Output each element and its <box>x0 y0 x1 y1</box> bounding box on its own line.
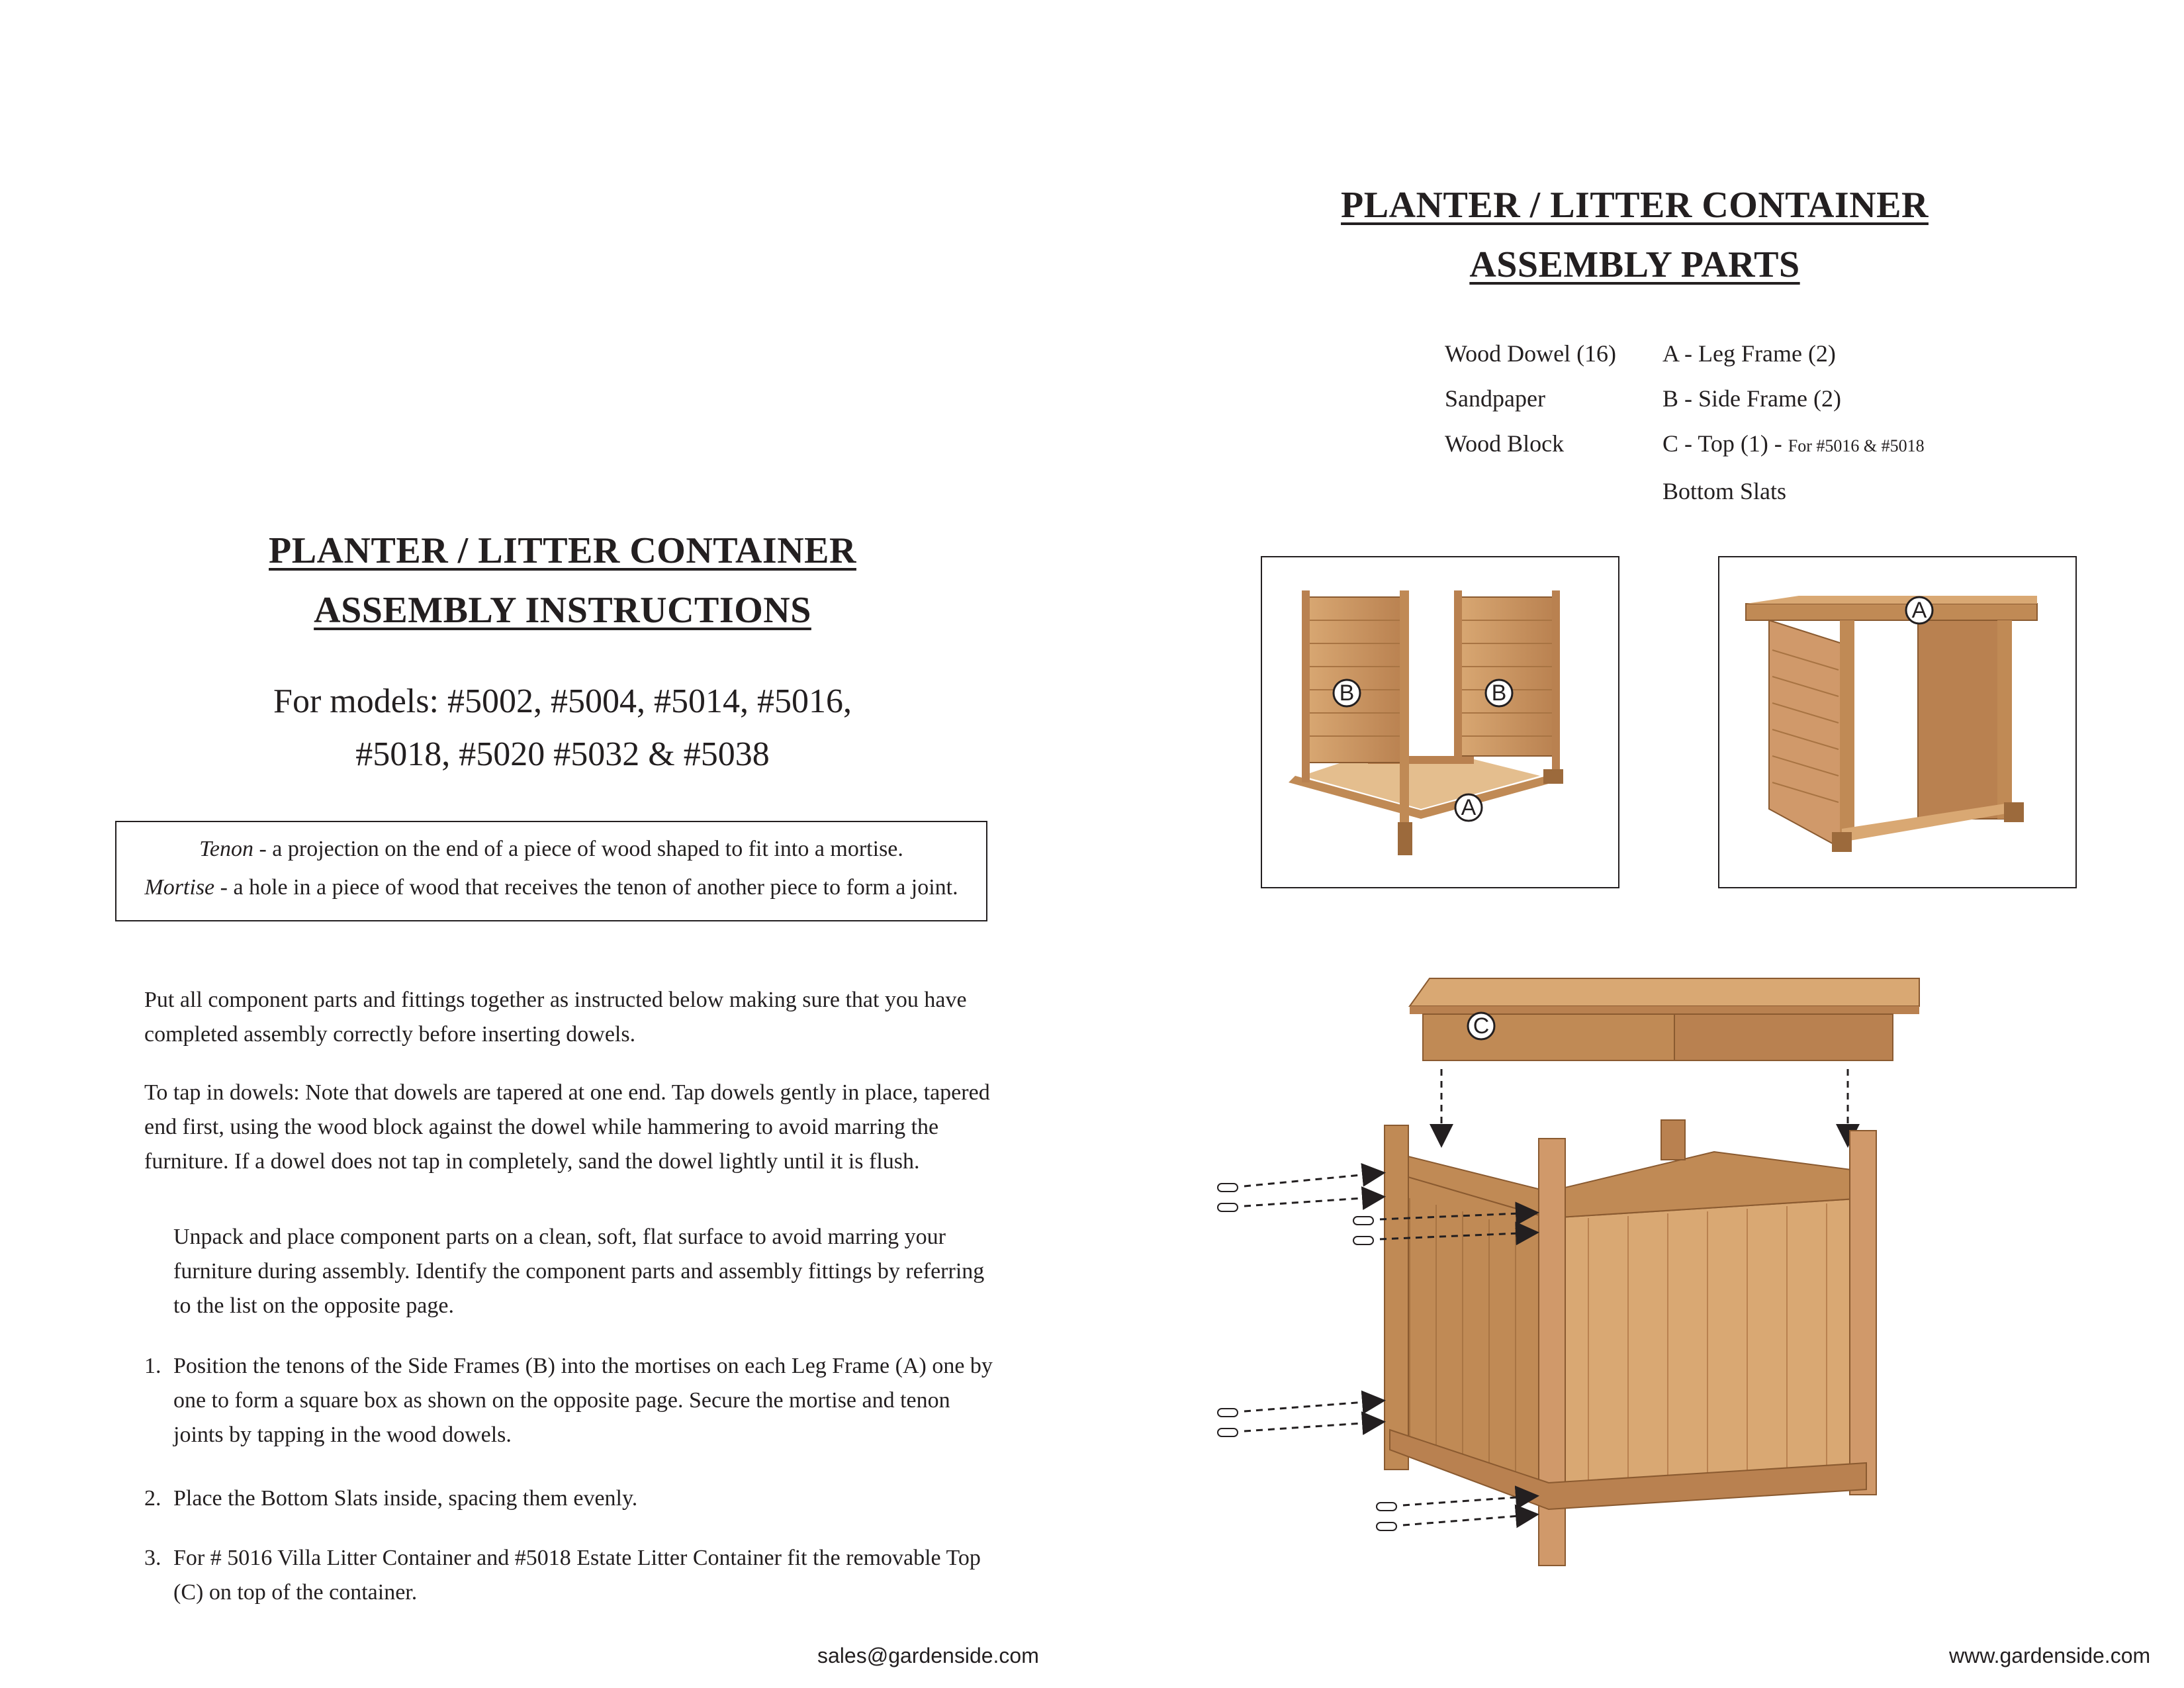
fitting-item: Wood Block <box>1445 430 1565 457</box>
label-a-top-text: A <box>1911 598 1927 623</box>
definition-text: - a projection on the end of a piece of wood shaped to fit into a mortise. <box>253 837 903 861</box>
part-text: B - Side Frame (2) <box>1662 385 1841 412</box>
dowels-paragraph: To tap in dowels: Note that dowels are tapered at one end. Tap dowels gently in place, tapered end first, using the wood block against the dowel while hammering to avoid marring the furniture. If a dowel does not tap in completely, sand the dowel lightly until it is flush. <box>144 1080 990 1174</box>
label-c-text: C <box>1473 1013 1490 1039</box>
part-text: A - Leg Frame (2) <box>1662 340 1836 367</box>
left-title-line1: PLANTER / LITTER CONTAINER <box>269 530 856 571</box>
part-item <box>1662 421 2007 469</box>
models-line1: For models: #5002, #5004, #5014, #5016, <box>273 682 852 720</box>
footer-email[interactable]: sales@gardenside.com <box>817 1644 1039 1667</box>
left-title-line2: ASSEMBLY INSTRUCTIONS <box>314 590 811 631</box>
label-b-left-text: B <box>1339 680 1355 706</box>
part-text: C - Top (1) - <box>1662 430 1788 457</box>
step-number: 1. <box>144 1354 161 1378</box>
part-item <box>1662 376 2007 421</box>
step-text: Position the tenons of the Side Frames (B) into the mortises on each Leg Frame (A) one by one to form a square box as shown on the opposite page. Secure the mortise and tenon joints by tapping in the wood dowels. <box>173 1354 993 1447</box>
figure-side-frames <box>1261 556 1619 888</box>
definition-text: - a hole in a piece of wood that receives the tenon of another piece to form a joint. <box>214 875 958 900</box>
step-text: Place the Bottom Slats inside, spacing them evenly. <box>173 1486 638 1511</box>
right-title-line1: PLANTER / LITTER CONTAINER <box>1341 185 1929 226</box>
fitting-item: Sandpaper <box>1445 385 1545 412</box>
step-text: For # 5016 Villa Litter Container and #5018 Estate Litter Container fit the removable Top (C) on top of the container. <box>173 1546 981 1605</box>
label-a-text: A <box>1461 795 1477 820</box>
footer-url[interactable]: www.gardenside.com <box>1949 1644 2151 1667</box>
unpack-paragraph: Unpack and place component parts on a clean, soft, flat surface to avoid marring your furniture during assembly. Identify the component parts and assembly fittings by referring to the list on the opposite page. <box>173 1225 985 1318</box>
part-note: For #5016 & #5018 <box>1788 436 1925 455</box>
fittings-list <box>1445 331 1670 466</box>
right-title-line2: ASSEMBLY PARTS <box>1469 244 1800 285</box>
definition-mortise <box>116 868 986 907</box>
leg-frame-illustration <box>1719 557 2075 887</box>
part-item <box>1662 469 2007 514</box>
step-1 <box>144 1349 998 1452</box>
exploded-planter-illustration <box>1211 973 1952 1589</box>
part-text: Bottom Slats <box>1662 478 1787 504</box>
definition-term: Tenon <box>199 837 253 861</box>
side-frames-illustration <box>1262 557 1618 887</box>
step-2 <box>144 1481 998 1516</box>
definition-term: Mortise <box>144 875 215 900</box>
parts-list <box>1662 331 2007 514</box>
step-3 <box>144 1541 998 1610</box>
part-item <box>1662 331 2007 376</box>
label-b-right-text: B <box>1491 680 1507 706</box>
intro-paragraph: Put all component parts and fittings together as instructed below making sure that you have completed assembly correctly before inserting dowels. <box>144 988 967 1047</box>
fitting-item: Wood Dowel (16) <box>1445 340 1617 367</box>
models-line2: #5018, #5020 #5032 & #5038 <box>355 735 770 773</box>
definition-tenon <box>116 830 986 868</box>
definitions-box <box>115 821 987 921</box>
figure-leg-frame <box>1718 556 2077 888</box>
step-number: 3. <box>144 1546 161 1570</box>
figure-exploded-planter <box>1211 973 1952 1589</box>
step-number: 2. <box>144 1486 161 1511</box>
